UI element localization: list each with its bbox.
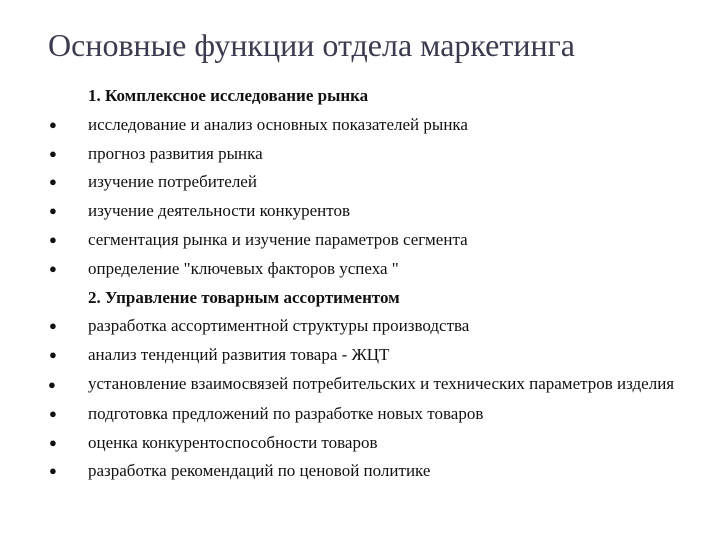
list-item-text: разработка ассортиментной структуры производства [88,316,470,336]
bullet-icon: ● [49,203,57,219]
list-item [48,400,698,429]
bullet-icon: ● [49,260,57,276]
list-item [48,197,698,226]
list-item [48,255,698,284]
list-item [48,312,698,341]
list-item-text: установление взаимосвязей потребительских и технических параметров изделия [88,373,675,393]
list-item-text: изучение потребителей [88,172,257,192]
list-item [48,341,698,370]
bullet-icon: ● [49,347,57,363]
section-heading: 1. Комплексное исследование рынка [88,86,369,105]
bullet-icon: ● [49,145,57,161]
list-item-text: разработка рекомендаций по ценовой политике [88,461,431,481]
bullet-icon: ● [49,174,57,190]
content-list [48,82,698,486]
list-item-text: прогноз развития рынка [88,143,263,163]
bullet-icon: ● [49,434,57,450]
bullet-icon: ● [48,376,56,392]
bullet-icon: ● [49,463,57,479]
list-item-text: анализ тенденций развития товара - ЖЦТ [88,345,390,365]
list-item-text: определение "ключевых факторов успеха " [88,258,399,278]
slide-title: Основные функции отдела маркетинга [48,27,575,63]
list-item-text: исследование и анализ основных показателей рынка [88,114,468,134]
list-item [48,226,698,255]
bullet-icon: ● [49,318,57,334]
list-item [48,111,698,140]
list-item-text: сегментация рынка и изучение параметров сегмента [88,229,468,249]
bullet-icon: ● [49,116,57,132]
bullet-icon: ● [49,405,57,421]
section-heading: 2. Управление товарным ассортиментом [88,287,400,307]
list-item-text: изучение деятельности конкурентов [88,201,350,221]
bullet-icon: ● [49,231,57,247]
list-item [48,457,698,486]
list-item-text: подготовка предложений по разработке новых товаров [88,403,484,423]
list-item [48,168,698,197]
list-item [48,140,698,169]
list-item-text: оценка конкурентоспособности товаров [88,432,378,452]
list-item [48,370,698,400]
list-item [48,429,698,458]
